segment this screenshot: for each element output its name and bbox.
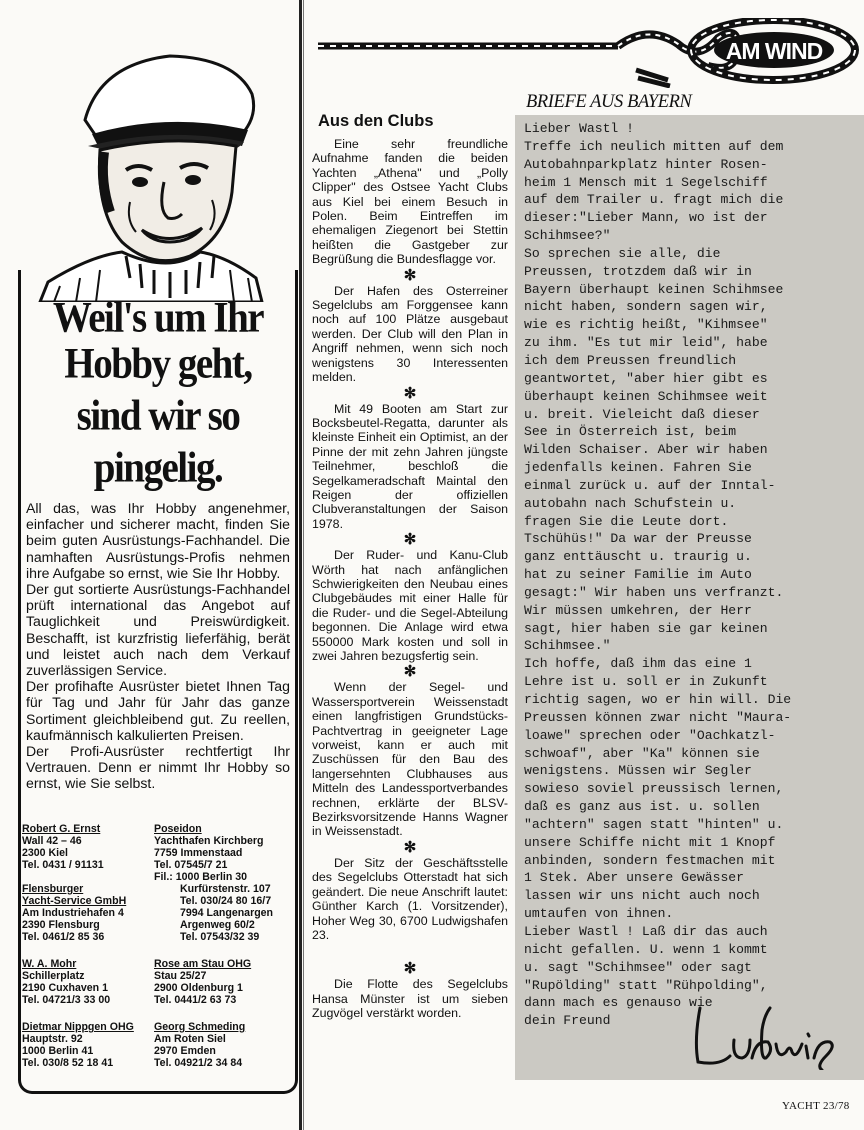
column-divider [299, 0, 302, 1130]
letter-line: hat zu seiner Familie im Auto [524, 567, 752, 583]
letter-line: Preussen, trotzdem daß wir in [524, 263, 752, 279]
club-news-item: Mit 49 Booten am Start zur Bocksbeutel-Regatta, darunter als kleinste Einheit ein Optimist, an der Pinne der mit zehn Jahren jüngste Teilnehmer, beschloß die Segelkameradschaft Maintal den Reigen der offiziellen Clubveranstaltungen der Saison 1978. [312, 401, 508, 531]
letter-line: Wilden Schaiser. Aber wir haben [524, 442, 768, 458]
dealer-line: 7759 Immenstaad [154, 847, 243, 859]
dealer-entry [154, 823, 271, 907]
letter-line: daß es ganz aus ist. u. sollen [524, 799, 760, 815]
letter-line: "achtern" sagen statt "hinten" u. [524, 816, 784, 832]
handwritten-signature [690, 1000, 840, 1070]
letter-line: Ich hoffe, daß ihm das eine 1 [524, 656, 752, 672]
advertisement [0, 0, 300, 1130]
club-news-item: Eine sehr freundliche Aufnahme fanden die beiden Yachten „Athena" und „Polly Clipper" des Ostsee Yacht Clubs aus Kiel bei einem Besuch in Polen. Beim Eintreffen im ehemaligen Ziegenort bei Stettin heißten die Gastgeber zur Begrüßung die Bundesflagge vor. [312, 137, 508, 267]
letter-line: überhaupt keinen Schihmsee weit [524, 388, 768, 404]
letter-line: Bayern überhaupt keinen Schihmsee [524, 281, 784, 297]
sailor-portrait-illustration [30, 42, 270, 302]
letter-line: ganz enttäuscht u. traurig u. [524, 549, 752, 565]
dealer-line: Tel. 07545/7 21 [154, 859, 228, 871]
separator-star-icon: ✻ [403, 960, 417, 978]
ad-headline-line-4: pingelig. [93, 443, 223, 492]
dealer-line: Tel. 0461/2 85 36 [22, 931, 105, 943]
dealer-name: Rose am Stau OHG [154, 958, 252, 970]
letter-line: auf dem Trailer u. fragt mich die [524, 192, 784, 208]
dealer-line: 2900 Oldenburg 1 [154, 982, 243, 994]
separator-star-icon: ✻ [403, 266, 417, 284]
dealer-line: Tel. 04921/2 34 84 [154, 1057, 243, 1069]
dealer-name: Dietmar Nippgen OHG [22, 1021, 134, 1033]
separator-star-icon: ✻ [403, 838, 417, 856]
letter-line: "Rupölding" statt "Rühpolding", [524, 977, 768, 993]
dealer-line: Schillerplatz [22, 970, 85, 982]
am-wind-badge [712, 30, 836, 70]
dealer-name: Poseidon [154, 823, 202, 835]
letter-line: autobahn nach Schufstein u. [524, 495, 737, 511]
letter-line: See in Österreich ist, beim [524, 424, 737, 440]
dealer-line: Hauptstr. 92 [22, 1033, 83, 1045]
letter-line: sagt, hier haben sie gar keinen [524, 620, 768, 636]
am-wind-badge-text: AM WIND [725, 38, 823, 64]
club-news-item: Der Ruder- und Kanu-Club Wörth hat nach anfänglichen Schwierigkeiten den Neubau eines Clubgebäudes mit einer Halle für die Ruder- und die Segel-Abteilung begonnen. Die Anlage wird etwa 550000 Mark kosten und soll in zwei Jahren bezugsfertig sein. [312, 548, 508, 663]
letter-line: nicht gefallen. U. wenn 1 kommt [524, 941, 768, 957]
letter-line: u. breit. Vieleicht daß dieser [524, 406, 760, 422]
letter-line: zu ihm. "Es tut mir leid", habe [524, 335, 768, 351]
ad-headline-line-1: Weil's um Ihr [52, 293, 264, 342]
letter-line: fragen Sie die Leute dort. [524, 513, 729, 529]
letter-line: So sprechen sie alle, die [524, 245, 721, 261]
dealer-line: Tel. 030/8 52 18 41 [22, 1057, 114, 1069]
dealer-line: 7994 Langenargen [180, 907, 274, 919]
letter-line: 1 Stek. Aber unsere Gewässer [524, 870, 745, 886]
letter-line: anbinden, sondern festmachen mit [524, 852, 776, 868]
dealer-line: 1000 Berlin 41 [22, 1045, 94, 1057]
dealer-line: Tel. 04721/3 33 00 [22, 994, 111, 1006]
ad-headline-line-3: sind wir so [76, 391, 240, 440]
dealer-name: W. A. Mohr [22, 958, 77, 970]
page-footer: YACHT 23/78 [782, 1100, 850, 1112]
dealer-line: 2190 Cuxhaven 1 [22, 982, 108, 994]
letter-line: Lieber Wastl ! Laß dir das auch [524, 923, 768, 939]
ad-body-text [26, 500, 290, 792]
dealer-line: Tel. 07543/32 39 [180, 931, 260, 943]
letter-line: wie es richtig heißt, "Kihmsee" [524, 317, 768, 333]
letter-line: Lieber Wastl ! [524, 121, 635, 136]
dealer-entry [22, 1021, 134, 1069]
club-news-item: Wenn der Segel- und Wassersportverein Weissenstadt einen langfristigen Grundstücks-Pachtvertrag in geeigneter Lage vorweist, kann er auch mit Zuschüssen für den Bau des langersehnten Clubhauses aus Mitteln des Landessportverbandes rechnen, erklärte der BLSV-Bezirksvorsitzende Hanns Wagner in Weissenstadt. [312, 680, 508, 839]
letter-line: Schihmsee?" [524, 228, 611, 244]
letter-line: richtig sagen, wo er hin will. Die [524, 692, 792, 707]
dealer-entry [154, 1021, 245, 1069]
letter-line: Schihmsee." [524, 638, 611, 654]
dealer-line: Yachthafen Kirchberg [154, 835, 264, 847]
club-news-item: Der Hafen des Osterreiner Segelclubs am Forggensee kann noch auf 100 Plätze ausgebaut werden. Der Club will den Plan in Angriff nehmen, wenn sich noch wenigstens 30 Interessenten melden. [312, 283, 508, 385]
ad-paragraph: Der Profi-Ausrüster rechtfertigt Ihr Vertrauen. Denn er nimmt Ihr Hobby so ernst, wie Sie selbst. [26, 743, 290, 792]
letter-line: dann mach es genauso wie [524, 995, 713, 1011]
dealer-entry [180, 907, 273, 943]
dealer-line: 2300 Kiel [22, 847, 68, 859]
letter-line: umtaufen von ihnen. [524, 906, 674, 922]
dealer-entry [22, 958, 110, 1006]
dealer-name: Flensburger Yacht-Service GmbH [22, 883, 127, 907]
letter-body [524, 120, 864, 1012]
ad-paragraph: Der profihafte Ausrüster bietet Ihnen Tag für Tag und Jahr für Jahr das ganze Sortiment gleichbleibend gut. Zu reellen, kaufmännisch kalkulierten Preisen. [26, 678, 290, 743]
section-title: BRIEFE AUS BAYERN [526, 92, 692, 112]
dealer-line: Tel. 030/24 80 16/7 [180, 895, 272, 907]
ad-headline-line-2: Hobby geht, [64, 339, 252, 388]
dealer-line: Stau 25/27 [154, 970, 207, 982]
dealer-entry [22, 883, 126, 943]
dealer-line: 2390 Flensburg [22, 919, 100, 931]
letter-line: heim 1 Mensch mit 1 Segelschiff [524, 174, 768, 190]
letter-line: sowieso soviel preussisch lernen, [524, 781, 784, 797]
dealer-line: Tel. 0441/2 63 73 [154, 994, 237, 1006]
dealer-line: Am Roten Siel [154, 1033, 226, 1045]
letter-line: Tschühüs!" Da war der Preusse [524, 531, 752, 547]
letter-line: loawe" sprechen oder "Oachkatzl- [524, 727, 776, 743]
letter-line: geantwortet, "aber hier gibt es [524, 370, 768, 386]
dealer-name: Georg Schmeding [154, 1021, 246, 1033]
letter-line: u. sagt "Schihmsee" oder sagt [524, 959, 752, 975]
letter-line: einmal zurück u. auf der Inntal- [524, 477, 776, 493]
dealer-line: Kurfürstenstr. 107 [180, 883, 271, 895]
dealer-line: Tel. 0431 / 91131 [22, 859, 104, 871]
dealer-line: Am Industriehafen 4 [22, 907, 124, 919]
dealer-line: Wall 42 – 46 [22, 835, 82, 847]
clubs-title: Aus den Clubs [318, 112, 434, 130]
dealer-line: Argenweg 60/2 [180, 919, 255, 931]
clubs-column [312, 112, 508, 1021]
dealer-line: 2970 Emden [154, 1045, 216, 1057]
letter-line: Preussen können zwar nicht "Maura- [524, 709, 792, 725]
letter-line: jedenfalls keinen. Fahren Sie [524, 460, 752, 476]
ad-paragraph: Der gut sortierte Ausrüstungs-Fachhandel prüft international das Angebot auf Tauglichkeit und Preiswürdigkeit. Beschafft, ist kurzfristig lieferfähig, berät und leistet auch nach dem Verkauf zuverlässigen Service. [26, 581, 290, 679]
letter-line: schwoaf", aber "Ka" können sie [524, 745, 760, 761]
dealer-line: Fil.: 1000 Berlin 30 [154, 871, 248, 883]
letter-line: wenigstens. Müssen wir Segler [524, 763, 752, 779]
club-news-item: Die Flotte des Segelclubs Hansa Münster ist um sieben Zugvögel verstärkt worden. [312, 977, 508, 1021]
letter-line: lassen wir uns nicht auch noch [524, 888, 760, 904]
dealer-entry [22, 823, 104, 871]
letter-line: dieser:"Lieber Mann, wo ist der [524, 210, 768, 226]
separator-star-icon: ✻ [403, 384, 417, 402]
letter-line: Treffe ich neulich mitten auf dem [524, 138, 784, 154]
letter-signoff: dein Freund [524, 1013, 611, 1028]
ad-paragraph: All das, was Ihr Hobby angenehmer, einfacher und sicherer macht, finden Sie beim guten Ausrüstungs-Fachhandel. Die namhaften Ausrüstungs-Profis nehmen ihre Aufgabe so ernst, wie Sie Ihr Hobby. [26, 500, 290, 581]
letter-line: unsere Schiffe nicht mit 1 Knopf [524, 834, 776, 850]
dealer-name: Robert G. Ernst [22, 823, 101, 835]
column-divider [303, 0, 304, 1130]
club-news-item: Der Sitz der Geschäftsstelle des Segelclubs Otterstadt hat sich geändert. Die neue Anschrift lautet: Günther Karch (1. Vorsitzender), Hoher Weg 30, 6700 Ludwigshafen 23. [312, 855, 508, 942]
letter-line: nicht haben, sondern sagen wir, [524, 299, 768, 315]
letter-line: Wir müssen umkehren, der Herr [524, 602, 752, 618]
letter-line: ich dem Preussen freundlich [524, 352, 737, 368]
letter-line: Lehre ist u. soll er in Zukunft [524, 674, 768, 690]
separator-star-icon: ✻ [403, 663, 417, 681]
separator-star-icon: ✻ [403, 531, 417, 549]
letter-line: Autobahnparkplatz hinter Rosen- [524, 156, 768, 172]
letter-line: gesagt:" Wir haben uns verfranzt. [524, 584, 784, 600]
dealer-entry [154, 958, 251, 1006]
